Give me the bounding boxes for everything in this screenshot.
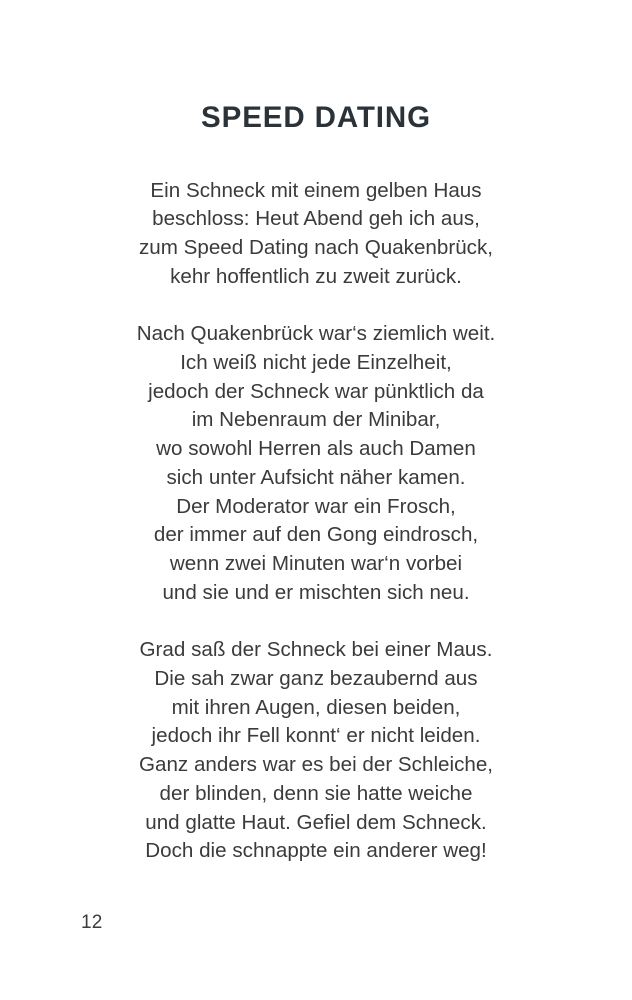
poem-line: Die sah zwar ganz bezaubernd aus [154, 667, 478, 691]
poem-line: sich unter Aufsicht näher kamen. [166, 465, 466, 489]
poem-stanza [0, 177, 632, 292]
poem-title: SPEED DATING [201, 101, 431, 134]
poem-line: mit ihren Augen, diesen beiden, [171, 695, 461, 719]
poem-line: kehr hoffentlich zu zweit zurück. [170, 264, 462, 288]
poem-line: im Nebenraum der Minibar, [191, 408, 441, 432]
poem-line: der blinden, denn sie hatte weiche [159, 781, 473, 805]
poem-stanza [0, 320, 632, 607]
poem-line: zum Speed Dating nach Quakenbrück, [138, 235, 494, 259]
poem-line: jedoch ihr Fell konnt‘ er nicht leiden. [151, 724, 481, 748]
poem-stanza [0, 636, 632, 866]
poem-line: Doch die schnappte ein anderer weg! [145, 839, 487, 863]
poem-line: wenn zwei Minuten war‘n vorbei [169, 551, 463, 575]
page-number: 12 [81, 912, 103, 933]
poem-line: Ein Schneck mit einem gelben Haus [150, 178, 482, 202]
poem [0, 103, 632, 866]
poem-line: Der Moderator war ein Frosch, [176, 494, 456, 518]
poem-line: und sie und er mischten sich neu. [162, 580, 470, 604]
poem-stanzas [0, 177, 632, 866]
poem-line: der immer auf den Gong eindrosch, [153, 523, 479, 547]
poem-line: jedoch der Schneck war pünktlich da [148, 379, 484, 403]
poem-line: und glatte Haut. Gefiel dem Schneck. [145, 810, 487, 834]
poem-line: beschloss: Heut Abend geh ich aus, [152, 207, 480, 231]
poem-line: wo sowohl Herren als auch Damen [156, 437, 476, 461]
poem-line: Ganz anders war es bei der Schleiche, [138, 753, 494, 777]
poem-line: Nach Quakenbrück war‘s ziemlich weit. [136, 322, 496, 346]
poem-line: Grad saß der Schneck bei einer Maus. [139, 638, 493, 662]
poem-line: Ich weiß nicht jede Einzelheit, [180, 351, 452, 375]
